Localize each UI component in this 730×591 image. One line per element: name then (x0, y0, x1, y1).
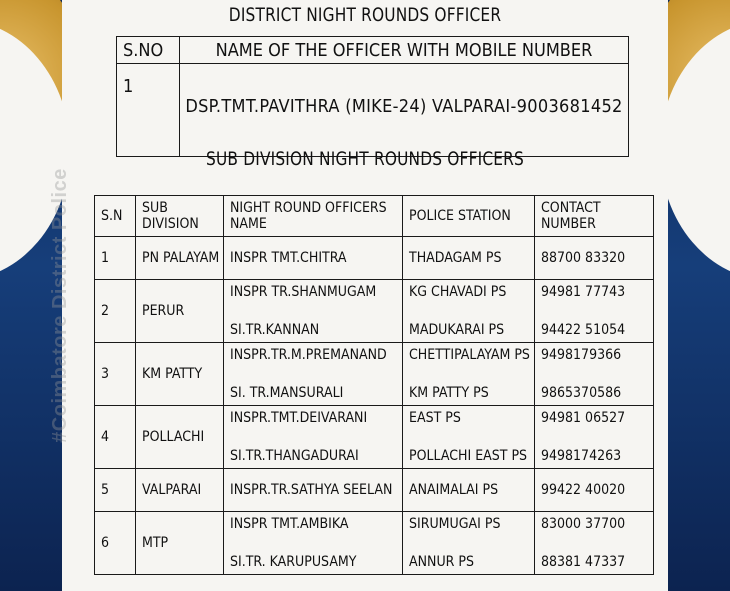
cell-police-station-line: EAST PS (409, 410, 461, 426)
header-sub-division: SUB DIVISION (136, 196, 224, 237)
district-heading: DISTRICT NIGHT ROUNDS OFFICER (228, 4, 502, 26)
cell-police-station-line: ANAIMALAI PS (409, 482, 499, 498)
cell-contact-number-line: 99422 40020 (541, 482, 626, 498)
table-row (95, 469, 654, 512)
cell-contact-number-line: 94422 51054 (541, 322, 626, 338)
cell-officer-name (224, 469, 403, 512)
header-officers-name: NIGHT ROUND OFFICERS NAME (224, 196, 403, 237)
cell-officer-name-line: SI. TR.MANSURALI (230, 385, 344, 401)
cell-sub-division: VALPARAI (136, 469, 224, 512)
right-decorative-band (660, 0, 730, 591)
cell-officer-name-line: INSPR TMT.CHITRA (230, 250, 347, 266)
subdivision-officers-table (94, 195, 654, 575)
subdivision-heading: SUB DIVISION NIGHT ROUNDS OFFICERS (206, 148, 524, 170)
cell-police-station-line: MADUKARAI PS (409, 322, 505, 338)
cell-officer-name-line: SI.TR.THANGADURAI (230, 448, 359, 464)
header-row (95, 196, 654, 237)
table-row (95, 343, 654, 406)
header-officer-name: NAME OF THE OFFICER WITH MOBILE NUMBER (180, 37, 629, 64)
cell-contact-number (535, 512, 654, 575)
cell-contact-number-line: 94981 77743 (541, 284, 626, 300)
cell-sno: 1 (117, 64, 180, 157)
cell-police-station (403, 343, 535, 406)
table-row (95, 280, 654, 343)
cell-contact-number-line: 9865370586 (541, 385, 622, 401)
watermark: #Coimbatore District Police (48, 167, 71, 443)
cell-police-station-line: CHETTIPALAYAM PS (409, 347, 530, 363)
cell-police-station (403, 469, 535, 512)
cell-contact-number (535, 237, 654, 280)
cell-officer-name (224, 280, 403, 343)
cell-officer-name (224, 237, 403, 280)
cell-contact-number-line: 83000 37700 (541, 516, 626, 532)
cell-police-station-line: POLLACHI EAST PS (409, 448, 528, 464)
cell-sn: 3 (95, 343, 136, 406)
cell-sn: 6 (95, 512, 136, 575)
header-police-station: POLICE STATION (403, 196, 535, 237)
table-row (95, 237, 654, 280)
cell-contact-number-line: 94981 06527 (541, 410, 626, 426)
table-row (117, 64, 629, 157)
cell-police-station-line: KM PATTY PS (409, 385, 489, 401)
cell-sn: 1 (95, 237, 136, 280)
cell-police-station (403, 237, 535, 280)
cell-sn: 5 (95, 469, 136, 512)
cell-police-station (403, 512, 535, 575)
cell-officer-name-line: INSPR TMT.AMBIKA (230, 516, 349, 532)
cell-officer-name-line: INSPR TR.SHANMUGAM (230, 284, 377, 300)
district-officer-table (116, 36, 629, 157)
header-sn: S.N (95, 196, 136, 237)
cell-officer-name-line: SI.TR. KARUPUSAMY (230, 554, 357, 570)
cell-contact-number (535, 280, 654, 343)
cell-police-station (403, 406, 535, 469)
cell-officer-name (224, 406, 403, 469)
cell-officer-name-line: SI.TR.KANNAN (230, 322, 320, 338)
cell-sub-division: MTP (136, 512, 224, 575)
cell-police-station-line: ANNUR PS (409, 554, 475, 570)
cell-police-station-line: SIRUMUGAI PS (409, 516, 501, 532)
cell-contact-number (535, 406, 654, 469)
header-sno: S.NO (117, 37, 180, 64)
cell-contact-number (535, 343, 654, 406)
cell-police-station-line: THADAGAM PS (409, 250, 502, 266)
cell-officer-name-line: INSPR.TR.SATHYA SEELAN (230, 482, 393, 498)
cell-sn: 4 (95, 406, 136, 469)
cell-sub-division: PERUR (136, 280, 224, 343)
cell-contact-number-line: 88381 47337 (541, 554, 626, 570)
cell-contact-number-line: 9498179366 (541, 347, 622, 363)
cell-sub-division: POLLACHI (136, 406, 224, 469)
cell-officer-name (224, 343, 403, 406)
cell-contact-number (535, 469, 654, 512)
cell-officer-name: DSP.TMT.PAVITHRA (MIKE-24) VALPARAI-9003681452 (180, 64, 629, 157)
cell-officer-name-line: INSPR.TMT.DEIVARANI (230, 410, 368, 426)
cell-police-station (403, 280, 535, 343)
cell-sub-division: PN PALAYAM (136, 237, 224, 280)
table-row (95, 406, 654, 469)
cell-sn: 2 (95, 280, 136, 343)
cell-police-station-line: KG CHAVADI PS (409, 284, 507, 300)
header-contact-number: CONTACT NUMBER (535, 196, 654, 237)
cell-officer-name (224, 512, 403, 575)
cell-officer-name-line: INSPR.TR.M.PREMANAND (230, 347, 387, 363)
cell-contact-number-line: 9498174263 (541, 448, 622, 464)
table-row (95, 512, 654, 575)
cell-sub-division: KM PATTY (136, 343, 224, 406)
cell-contact-number-line: 88700 83320 (541, 250, 626, 266)
